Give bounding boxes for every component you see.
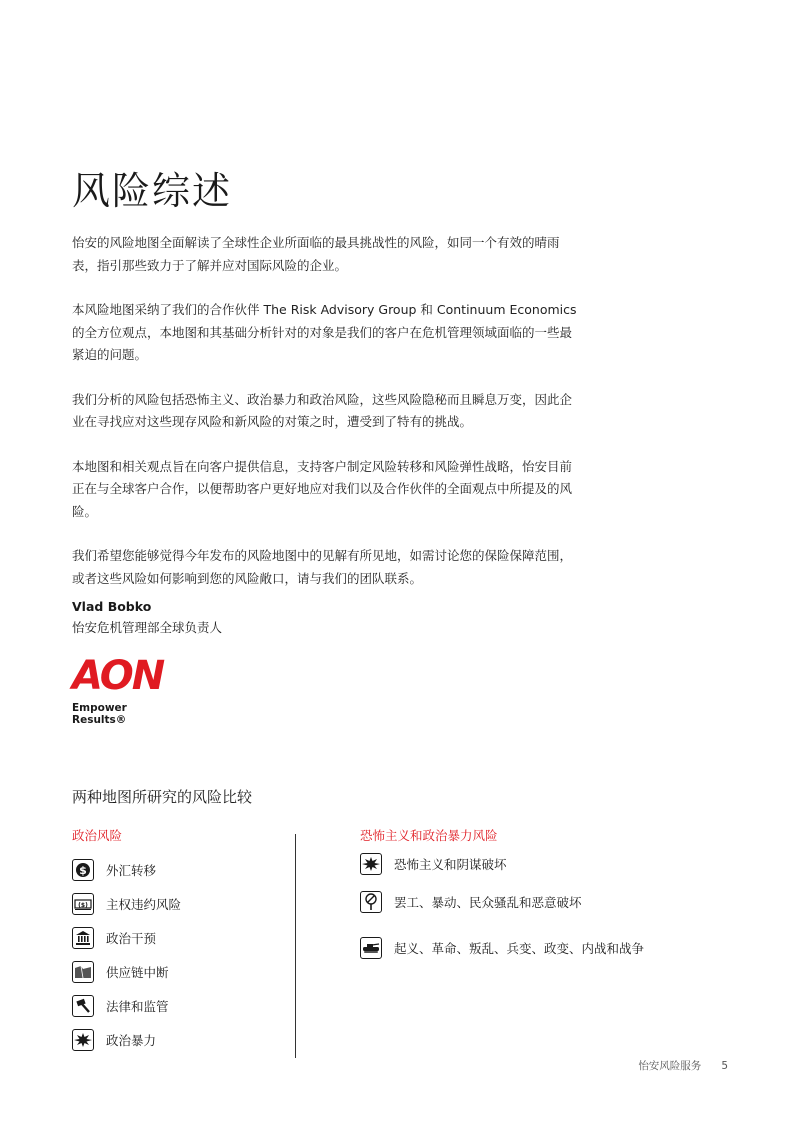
risk-label: 主权违约风险 [106, 897, 182, 912]
page-title: 风险综述 [72, 169, 233, 213]
risk-label: 政治干预 [106, 931, 157, 946]
risk-label: 起义、革命、叛乱、兵变、政变、内战和战争 [394, 941, 645, 956]
svg-text:$: $ [79, 864, 87, 877]
signature-block [72, 597, 222, 639]
logo-tagline: Empower Results® [72, 702, 127, 726]
paragraph: 我们分析的风险包括恐怖主义、政治暴力和政治风险，这些风险隐秘而且瞬息万变，因此企业在寻找应对这些现存风险和新风险的对策之时，遭受到了特有的挑战。 [72, 391, 573, 429]
paragraph: 本风险地图采纳了我们的合作伙伴 The Risk Advisory Group 和 Continuum Economics 的全方位观点，本地图和其基础分析针对的对象是我们的客户在危机管理领域面临的一些最紧迫的问题。 [72, 302, 577, 362]
broken-cargo-icon [72, 961, 94, 983]
political-risk-heading: 政治风险 [72, 828, 123, 843]
dollar-coin-icon [72, 859, 94, 881]
terrorism-risk-list [360, 852, 644, 970]
list-item [72, 1028, 181, 1052]
protest-sign-icon [360, 891, 382, 913]
explosion-icon [72, 1029, 94, 1051]
list-item [72, 994, 181, 1018]
list-item [360, 890, 644, 914]
aon-logo [72, 654, 182, 726]
risk-label: 政治暴力 [106, 1033, 157, 1048]
list-item [72, 960, 181, 984]
political-risk-list [72, 858, 181, 1062]
tank-icon [360, 937, 382, 959]
list-item [72, 858, 181, 882]
logo-wordmark: AON [72, 653, 164, 699]
signer-role: 怡安危机管理部全球负责人 [72, 620, 223, 635]
risk-label: 外汇转移 [106, 863, 157, 878]
gavel-icon [72, 995, 94, 1017]
risk-label: 罢工、暴动、民众骚乱和恶意破坏 [394, 895, 582, 910]
list-item [72, 926, 181, 950]
list-item [72, 892, 181, 916]
paragraph: 本地图和相关观点旨在向客户提供信息，支持客户制定风险转移和风险弹性战略，怡安目前正在与全球客户合作，以便帮助客户更好地应对我们以及合作伙伴的全面观点中所提及的风险。 [72, 458, 573, 519]
list-item [360, 852, 644, 876]
intro-text [72, 232, 582, 612]
column-divider [295, 834, 296, 1058]
paragraph: 我们希望您能够觉得今年发布的风险地图中的见解有所见地，如需讨论您的保险保障范围，或者这些风险如何影响到您的风险敞口，请与我们的团队联系。 [72, 548, 573, 586]
risk-label: 恐怖主义和阴谋破坏 [394, 857, 507, 872]
page-number: 5 [721, 1060, 728, 1072]
list-item [360, 936, 644, 960]
risk-label: 供应链中断 [106, 965, 169, 980]
risk-label: 法律和监管 [106, 999, 169, 1014]
paragraph: 怡安的风险地图全面解读了全球性企业所面临的最具挑战性的风险，如同一个有效的晴雨表，指引那些致力于了解并应对国际风险的企业。 [72, 235, 560, 273]
page-footer [638, 1058, 728, 1073]
banknote-icon [72, 893, 94, 915]
terrorism-risk-heading: 恐怖主义和政治暴力风险 [360, 828, 498, 843]
government-building-icon [72, 927, 94, 949]
explosion-icon [360, 853, 382, 875]
signer-name: Vlad Bobko [72, 599, 152, 614]
comparison-title: 两种地图所研究的风险比较 [72, 788, 253, 806]
svg-text:($): ($) [78, 902, 88, 909]
footer-label: 怡安风险服务 [638, 1060, 702, 1072]
